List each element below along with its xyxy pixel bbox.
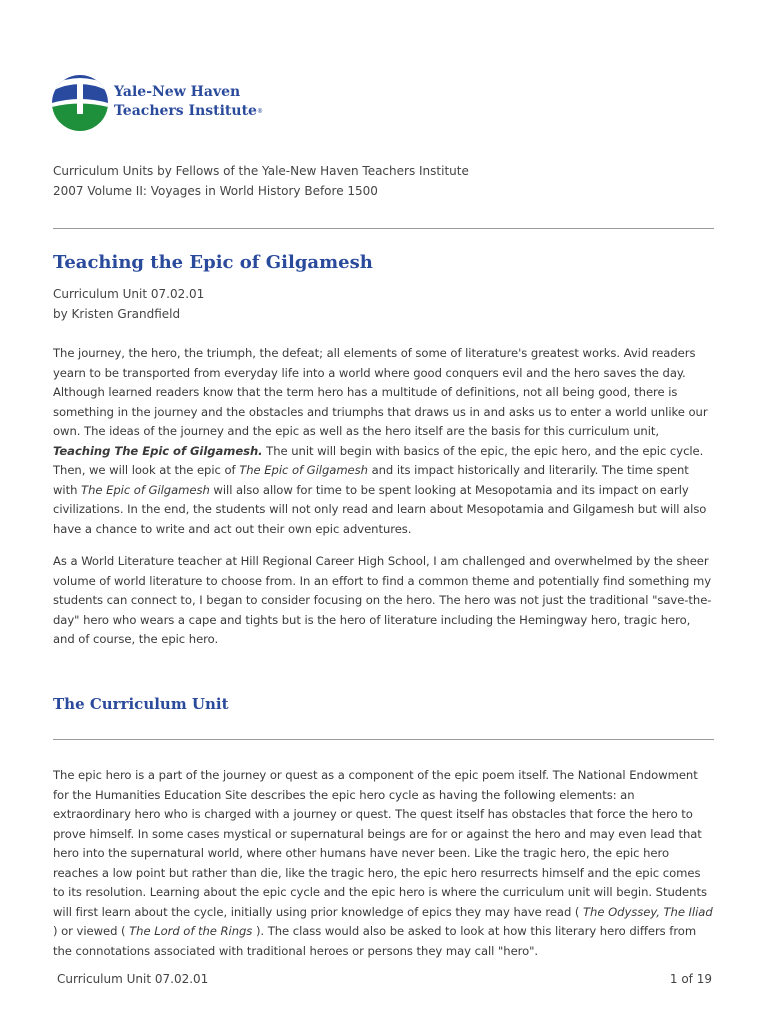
book-title: The Epic of Gilgamesh bbox=[81, 482, 210, 497]
book-title: The Epic of Gilgamesh bbox=[239, 463, 368, 477]
text-run: The unit will begin with basics of the epic, the epic hero, and the epic cycle. Then, we will look at the epic of bbox=[53, 443, 704, 477]
page-title: Teaching the Epic of Gilgamesh bbox=[53, 252, 373, 273]
logo-line-2 bbox=[114, 102, 263, 121]
text-run: The epic hero is a part of the journey or quest as a component of the epic poem itself. The National Endowment for the Humanities Education Site describes the epic hero cycle as having the following elements: an extraordinary hero who is charged with a journey or quest. The quest itself has obstacles that force the hero to prove himself. In some cases mystical or supernatural beings are for or against the hero and may even lead that hero into the supernatural world, where other humans have never been. Like the tragic hero, the epic hero reaches a low point but rather than die, like the tragic hero, the epic hero resurrects himself and the epic comes to its resolution. Learning about the epic cycle and the epic hero is where the curriculum unit will begin. Students will first learn about the cycle, initially using prior knowledge of epics they may have read ( bbox=[53, 768, 707, 919]
yale-logo-emblem-icon bbox=[52, 57, 108, 149]
page-footer bbox=[57, 969, 712, 989]
book-title: The Odyssey, The Iliad bbox=[583, 904, 713, 919]
yale-new-haven-logo bbox=[52, 57, 292, 149]
logo-line-2-text: Teachers Institute bbox=[114, 103, 257, 119]
text-run: ). The class would also be asked to look at how this literary hero differs from the connotations associated with traditional heroes or persons they may call "hero". bbox=[53, 924, 697, 958]
registered-mark: ® bbox=[256, 108, 263, 115]
text-run: and its impact historically and literarily. The time spent with bbox=[53, 463, 689, 497]
author: by Kristen Grandfield bbox=[53, 307, 181, 321]
section-title: The Curriculum Unit bbox=[53, 695, 229, 713]
unit-title-emphasis: Teaching The Epic of Gilgamesh. bbox=[53, 443, 263, 458]
series-line: Curriculum Units by Fellows of the Yale-New Haven Teachers Institute bbox=[53, 164, 469, 178]
text-run: ) or viewed ( bbox=[53, 924, 130, 938]
volume-line: 2007 Volume II: Voyages in World History Before 1500 bbox=[53, 184, 378, 198]
footer-unit: Curriculum Unit 07.02.01 bbox=[57, 972, 209, 986]
section-paragraph-1 bbox=[53, 766, 715, 961]
publication-header bbox=[53, 161, 733, 201]
page-number: 1 of 19 bbox=[669, 972, 712, 986]
unit-info bbox=[53, 284, 733, 324]
text-run: will also allow for time to be spent looking at Mesopotamia and its impact on early civilizations. In the end, the students will not only read and learn about Mesopotamia and Gilgamesh but will also have a chance to write and act out their own epic adventures. bbox=[53, 482, 707, 536]
divider-top bbox=[53, 228, 714, 229]
logo-line-1: Yale-New Haven bbox=[114, 84, 241, 100]
unit-number: Curriculum Unit 07.02.01 bbox=[53, 287, 205, 301]
intro-paragraph-1 bbox=[53, 344, 715, 539]
film-title: The Lord of the Rings bbox=[129, 924, 253, 938]
divider-section bbox=[53, 739, 714, 740]
text-run: The journey, the hero, the triumph, the defeat; all elements of some of literature's greatest works. Avid readers yearn to be transported from everyday life into a world where good conquers evil and the hero saves the day. Although learned readers know that the term hero has a multitude of definitions, not all being good, there is something in the journey and the obstacles and triumphs that draws us in and asks us to enter a world unlike our own. The ideas of the journey and the epic as well as the hero itself are the basis for this curriculum unit, bbox=[53, 346, 708, 438]
logo-text bbox=[114, 83, 263, 121]
intro-paragraph-2: As a World Literature teacher at Hill Regional Career High School, I am challenged and overwhelmed by the sheer volume of world literature to choose from. In an effort to find a common theme and potentially find something my students can connect to, I began to consider focusing on the hero. The hero was not just the traditional "save-the-day" hero who wears a cape and tights but is the hero of literature including the Hemingway hero, tragic hero, and of course, the epic hero. bbox=[53, 554, 712, 646]
